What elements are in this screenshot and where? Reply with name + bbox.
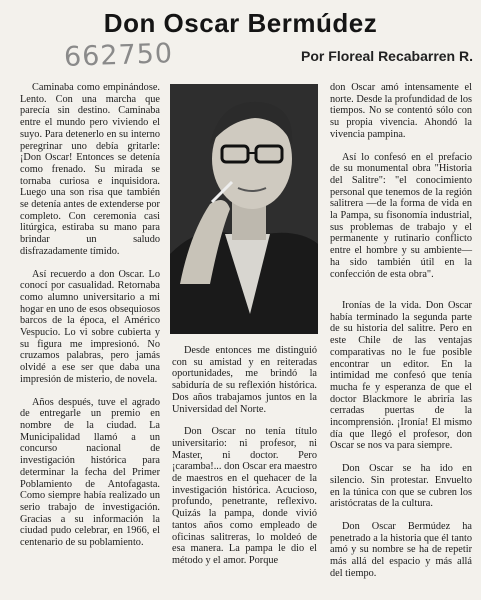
paragraph: Don Oscar no tenía título universitario: ni profesor, ni Master, ni doctor. Pero ¡caramba!... don Oscar era maestro de maestros en el quehacer de la investigación histórica. Acucioso, profundo, penetrante, reflexivo. Quizás la pampa, donde vivió tantos años como empleado de oficinas salitreras, lo moldeó de esa manera. La pampa le dio el método y el amor. Porque (172, 426, 317, 566)
text-column-middle (172, 345, 317, 567)
paragraph: Así recuerdo a don Oscar. Lo conocí por casualidad. Retornaba como alumno universitario a mi hogar en uno de esos obsequiosos barcos de la época, el Américo Vespucio. Lo vi sobre cubierta y su figura me impresionó. No cruzamos palabras, pero jamás olvidé a ese ser que daba una impresión de misterio, de novela. (20, 268, 160, 385)
portrait-photo (170, 84, 318, 334)
text-column-right-lower (330, 300, 472, 579)
handwritten-catalog-number: 662750 (63, 38, 174, 73)
paragraph: Caminaba como empinándose. Lento. Con una marcha que parecía sin destino. Caminaba entre el mundo pero viviendo el suyo. Para detenerlo en su interno peregrinar uno debía gritarle: ¡Don Oscar! Entonces se detenía como frenado. Su mirada se tornaba curiosa e inquisidora. Luego una son risa que también se detenía antes de extenderse por completo. Con ceremonia casi litúrgica, estiraba su mano para brindar un saludo disfrazadamente tímido. (20, 82, 160, 257)
text-column-left (20, 82, 160, 549)
portrait-image (170, 84, 318, 334)
paragraph: Años después, tuve el agrado de entregarle un premio en nombre de la ciudad. La Municipalidad llamó a un concurso nacional de investigación histórica para determinar la fecha del Primer Poblamiento de Antofagasta. Como siempre había realizado un serio trabajo de investigación. Gracias a su información la ciudad pudo celebrar, en 1966, el centenario de su poblamiento. (20, 396, 160, 549)
text-column-right-upper (330, 82, 472, 280)
article-title: Don Oscar Bermúdez (103, 8, 378, 38)
article-byline: Por Floreal Recabarren R. (301, 48, 473, 64)
paragraph: Ironías de la vida. Don Oscar había terminado la segunda parte de su historia del salitre. Pero en este Chile de las ventajas comparativas no le fue posible encontrar un editor. En la intimidad me confesó que tenía mucha fe y esperanza de que el doctor Blackmore le abriría las cerradas puertas de la incomprensión. ¡Ironía! El mismo día que llegó el profesor, don Oscar se nos va para siempre. (330, 300, 472, 452)
paragraph: Desde entonces me distinguió con su amistad y en reiteradas oportunidades, me brindó la sabiduría de su reflexión histórica. Dos años trabajamos juntos en la Universidad del Norte. (172, 345, 317, 415)
paragraph: don Oscar amó intensamente el norte. Desde la profundidad de los tiempos. No se contentó sólo con su propia vivencia. Ahondó la vivencia pampina. (330, 82, 472, 140)
paragraph: Don Oscar Bermúdez ha penetrado a la historia que él tanto amó y su nombre se ha de repetir más allá del espacio y más allá del tiempo. (330, 520, 472, 579)
paragraph: Don Oscar se ha ido en silencio. Sin protestar. Envuelto en la túnica con que se cubren los aristócratas de la cultura. (330, 463, 472, 510)
paragraph: Así lo confesó en el prefacio de su monumental obra "Historia del Salitre": "el conocimiento personal que tenemos de la región salitrera —de la forma de vida en la Pampa, su fisonomía industrial, sus problemas de trabajo y el permanente y rutinario conflicto entre el hombre y su ambiente— ha sido también útil en la confección de esta obra". (330, 151, 472, 280)
